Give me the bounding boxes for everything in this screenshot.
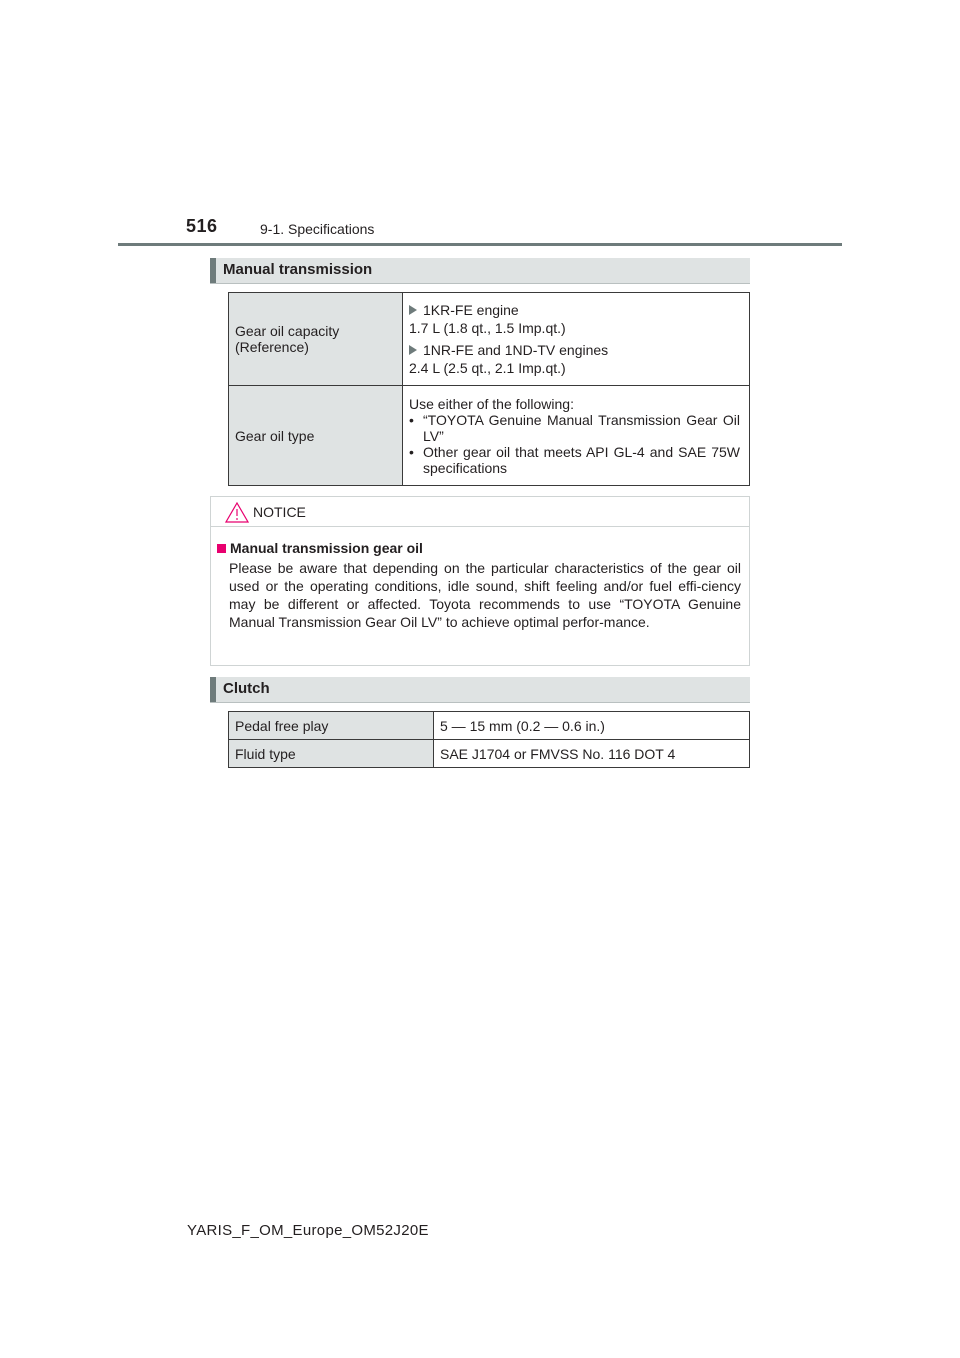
- engine-label: 1NR-FE and 1ND-TV engines: [423, 342, 609, 358]
- dot-bullet-icon: •: [409, 411, 414, 428]
- gear-oil-type-label: Gear oil type: [229, 386, 403, 486]
- fluid-type-value: SAE J1704 or FMVSS No. 116 DOT 4: [434, 740, 750, 768]
- notice-header: [211, 497, 749, 527]
- oil-type-option: Other gear oil that meets API GL-4 and SAE 75W specifications: [423, 443, 740, 476]
- clutch-heading: [210, 677, 750, 703]
- page-number: 516: [186, 216, 218, 236]
- clutch-table: [228, 711, 750, 768]
- table-row: [229, 740, 750, 768]
- clutch-title: Clutch: [223, 680, 270, 697]
- label-line: Gear oil capacity: [235, 323, 340, 339]
- manual-transmission-heading: [210, 258, 750, 284]
- table-row: [229, 386, 750, 486]
- heading-accent-bar: [210, 677, 216, 702]
- pedal-free-play-value: 5 — 15 mm (0.2 — 0.6 in.): [434, 712, 750, 740]
- table-row: [229, 293, 750, 386]
- capacity-amount: 1.7 L (1.8 qt., 1.5 Imp.qt.): [409, 320, 566, 336]
- manual-transmission-table: [228, 292, 750, 486]
- header-rule: [118, 243, 842, 246]
- notice-box: [210, 496, 750, 666]
- pedal-free-play-label: Pedal free play: [229, 712, 434, 740]
- notice-label: NOTICE: [253, 504, 306, 520]
- warning-icon: [225, 502, 249, 523]
- table-row: [229, 712, 750, 740]
- triangle-bullet-icon: [409, 345, 417, 355]
- label-line: (Reference): [235, 339, 309, 355]
- manual-transmission-title: Manual transmission: [223, 261, 373, 278]
- square-bullet-icon: [217, 544, 226, 553]
- list-item: [409, 342, 743, 358]
- footer-code: YARIS_F_OM_Europe_OM52J20E: [187, 1222, 429, 1239]
- section-title: 9-1. Specifications: [260, 221, 375, 237]
- capacity-amount: 2.4 L (2.5 qt., 2.1 Imp.qt.): [409, 360, 566, 376]
- oil-type-option: “TOYOTA Genuine Manual Transmission Gear Oil LV”: [423, 411, 740, 444]
- fluid-type-label: Fluid type: [229, 740, 434, 768]
- gear-oil-capacity-label: [229, 293, 403, 386]
- notice-subtitle: [217, 540, 423, 556]
- gear-oil-capacity-value: [403, 293, 750, 386]
- list-item: [409, 412, 740, 444]
- triangle-bullet-icon: [409, 305, 417, 315]
- notice-body: Please be aware that depending on the particular characteristics of the gear oil used or the operating conditions, idle sound, shift feeling and/or fuel effi-ciency may be different or affected. Toyota recommends to use “TOYOTA Genuine Manual Transmission Gear Oil LV” to achieve optimal perfor-mance.: [229, 560, 741, 630]
- gear-oil-type-value: [403, 386, 750, 486]
- engine-label: 1KR-FE engine: [423, 302, 519, 318]
- list-item: [409, 444, 740, 476]
- oil-type-intro: Use either of the following:: [409, 395, 574, 412]
- heading-accent-bar: [210, 258, 216, 283]
- dot-bullet-icon: •: [409, 443, 414, 460]
- notice-subtitle-text: Manual transmission gear oil: [230, 540, 423, 556]
- list-item: [409, 302, 743, 318]
